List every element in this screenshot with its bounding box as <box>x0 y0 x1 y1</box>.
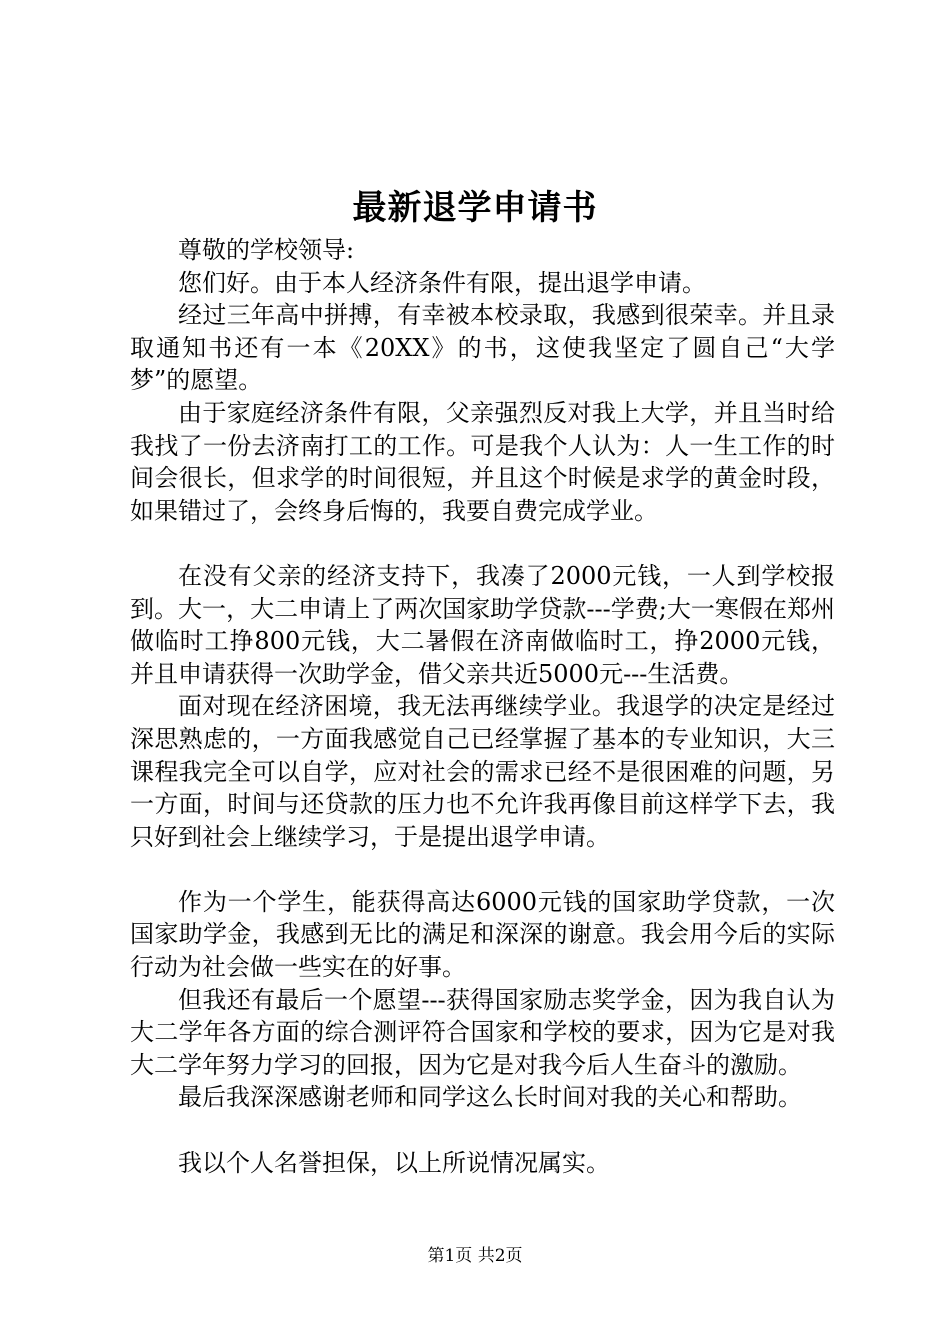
salutation: 尊敬的学校领导: <box>178 236 355 264</box>
page-footer: 第1页 共2页 <box>427 1246 523 1266</box>
paragraph-gap <box>130 527 835 560</box>
document-body <box>130 234 835 1179</box>
paragraph: 您们好。由于本人经济条件有限，提出退学申请。 <box>178 268 706 297</box>
paragraph: 由于家庭经济条件有限，父亲强烈反对我上大学，并且当时给我找了一份去济南打工的工作。可是我个人认为：人一生工作的时间会很长，但求学的时间很短，并且这个时候是求学的黄金时段，如果错过了，会终身后悔的，我要自费完成学业。 <box>130 398 835 525</box>
paragraph: 我以个人名誉担保，以上所说情况属实。 <box>178 1148 610 1177</box>
paragraph: 作为一个学生，能获得高达6000元钱的国家助学贷款，一次国家助学金，我感到无比的满足和深深的谢意。我会用今后的实际行动为社会做一些实在的好事。 <box>130 887 835 982</box>
paragraph: 但我还有最后一个愿望---获得国家励志奖学金，因为我自认为大二学年各方面的综合测评符合国家和学校的要求，因为它是对我大二学年努力学习的回报，因为它是对我今后人生奋斗的激励。 <box>130 985 835 1079</box>
document-title: 最新退学申请书 <box>352 188 598 228</box>
paragraph: 在没有父亲的经济支持下，我凑了2000元钱，一人到学校报到。大一，大二申请上了两次国家助学贷款---学费;大一寒假在郑州做临时工挣800元钱，大二暑假在济南做临时工，挣2000元钱，并且申请获得一次助学金，借父亲共近5000元---生活费。 <box>130 561 835 688</box>
paragraph-gap <box>130 1114 835 1147</box>
paragraph: 面对现在经济困境，我无法再继续学业。我退学的决定是经过深思熟虑的，一方面我感觉自己已经掌握了基本的专业知识，大三课程我完全可以自学，应对社会的需求已经不是很困难的问题，另一方面，时间与还贷款的压力也不允许我再像目前这样学下去，我只好到社会上继续学习，于是提出退学申请。 <box>130 692 835 851</box>
paragraph: 经过三年高中拼搏，有幸被本校录取，我感到很荣幸。并且录取通知书还有一本《20XX》的书，这使我坚定了圆自己“大学梦”的愿望。 <box>130 301 835 395</box>
paragraph-gap <box>130 853 835 886</box>
paragraph: 最后我深深感谢老师和同学这么长时间对我的关心和帮助。 <box>178 1083 802 1112</box>
